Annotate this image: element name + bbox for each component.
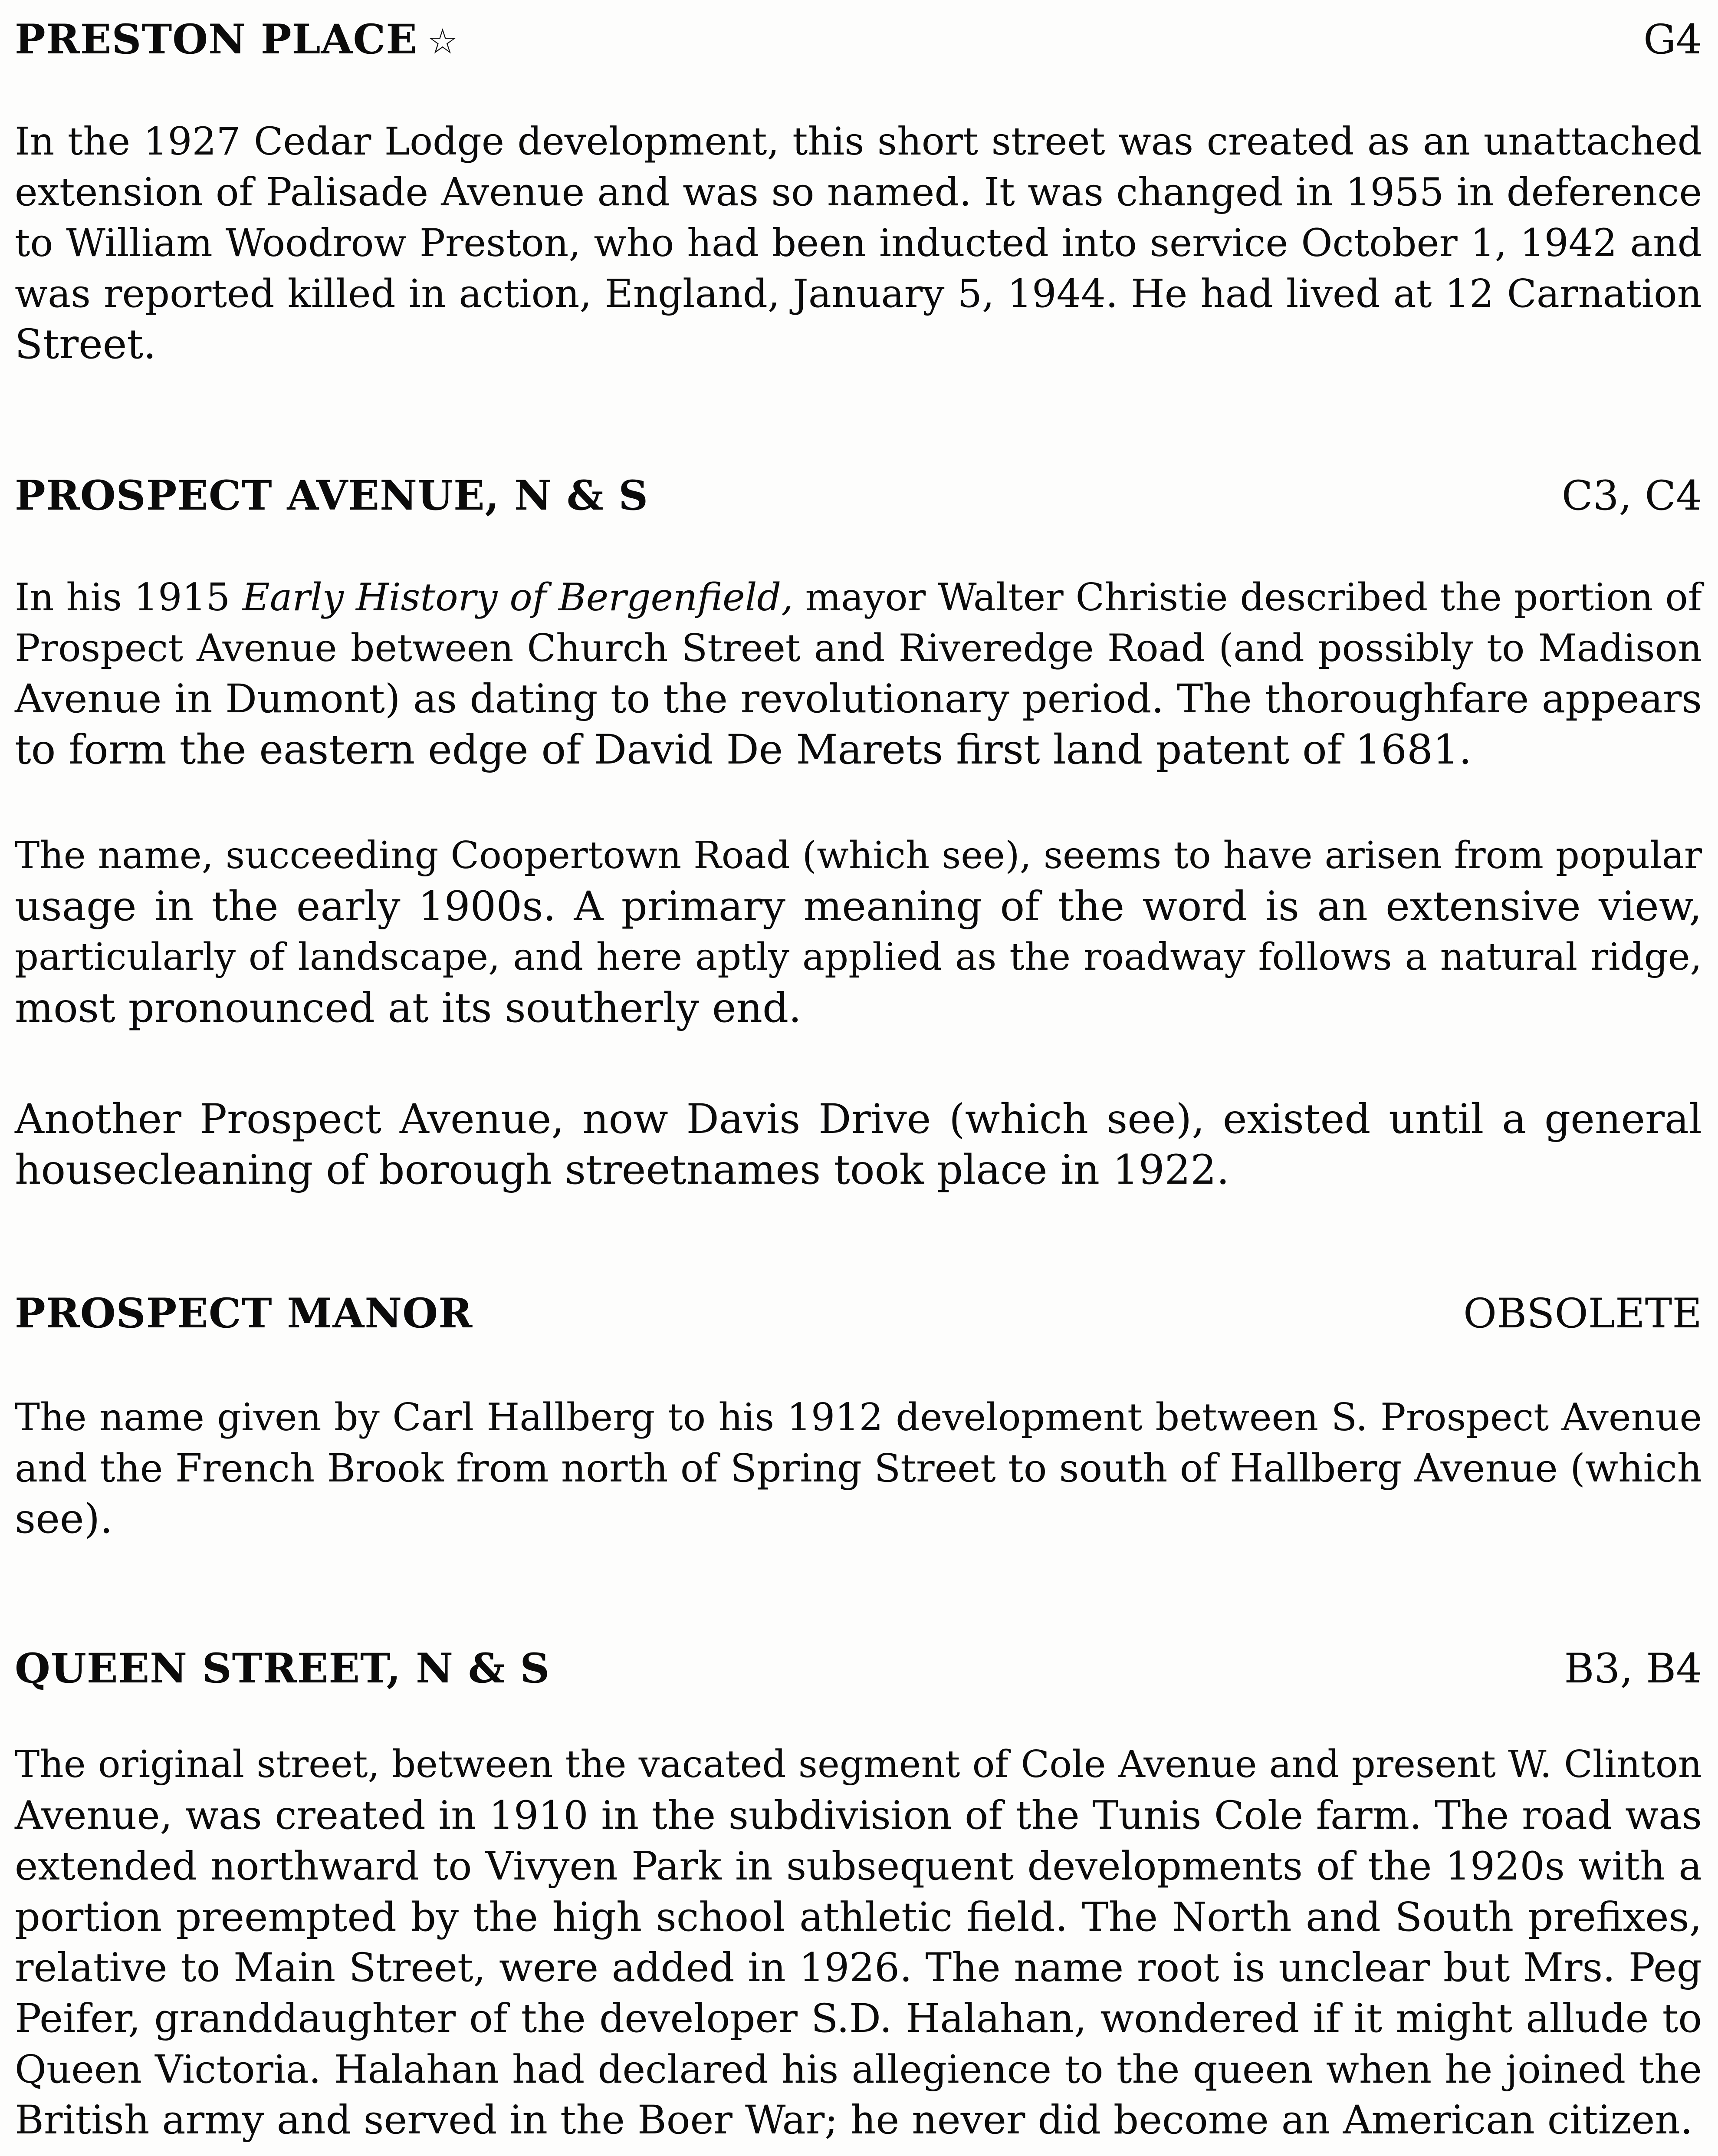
text-line: most pronounced at its southerly end.: [15, 984, 802, 1032]
text-line: The original street, between the vacated segment of Cole Avenue and present W. Clinton: [15, 1743, 1702, 1786]
text-line: and the French Brook from north of Spring Street to south of Hallberg Avenue (which: [15, 1445, 1702, 1491]
text-run: mayor Walter Christie described the portion of: [793, 575, 1702, 619]
book-title: Early History of Bergenfield,: [242, 575, 793, 619]
text-line: Another Prospect Avenue, now Davis Drive (which see), existed until a general: [15, 1096, 1702, 1143]
text-line: Street.: [15, 321, 157, 368]
text-line: Peifer, granddaughter of the developer S.D. Halahan, wondered if it might allude to: [15, 1996, 1702, 2041]
entry-heading-queen-street: [15, 1643, 1702, 1694]
entry-paragraph: [15, 1392, 1702, 1544]
map-reference: G4: [1643, 16, 1702, 63]
text-line: to form the eastern edge of David De Marets first land patent of 1681.: [15, 726, 1472, 774]
text-line: extended northward to Vivyen Park in subsequent developments of the 1920s with a: [15, 1843, 1702, 1889]
map-reference: B3, B4: [1564, 1645, 1702, 1692]
map-reference: OBSOLETE: [1463, 1290, 1702, 1337]
text-line: particularly of landscape, and here aptly applied as the roadway follows a natural ridge,: [15, 935, 1702, 979]
text-run: In his 1915: [15, 575, 243, 619]
text-line: usage in the early 1900s. A primary meaning of the word is an extensive view,: [15, 883, 1702, 930]
text-line: portion preempted by the high school athletic field. The North and South prefixes,: [15, 1894, 1702, 1940]
text-line: was reported killed in action, England, January 5, 1944. He had lived at 12 Carnation: [15, 271, 1702, 316]
text-line: to William Woodrow Preston, who had been inducted into service October 1, 1942 and: [15, 221, 1702, 265]
text-line: Queen Victoria. Halahan had declared his allegience to the queen when he joined the: [15, 2047, 1702, 2092]
entry-title: [15, 14, 459, 67]
entry-paragraph: [15, 830, 1702, 1034]
text-line: Avenue, was created in 1910 in the subdivision of the Tunis Cole farm. The road was: [15, 1793, 1702, 1838]
entry-title: QUEEN STREET, N & S: [15, 1645, 550, 1692]
entry-heading-preston-place: [15, 14, 1702, 65]
text-line: see).: [15, 1495, 113, 1543]
entry-title: PROSPECT AVENUE, N & S: [15, 472, 649, 520]
text-line: housecleaning of borough streetnames took place in 1922.: [15, 1146, 1230, 1194]
entry-title: PROSPECT MANOR: [15, 1290, 473, 1337]
entry-paragraph: [15, 116, 1702, 370]
entry-heading-prospect-avenue: [15, 471, 1702, 521]
entry-paragraph: [15, 1094, 1702, 1195]
text-line: The name given by Carl Hallberg to his 1912 development between S. Prospect Avenue: [15, 1395, 1702, 1439]
text-line: extension of Palisade Avenue and was so named. It was changed in 1955 in deference: [15, 169, 1702, 214]
text-line: Avenue in Dumont) as dating to the revolutionary period. The thoroughfare appears: [15, 676, 1702, 722]
text-line: relative to Main Street, were added in 1926. The name root is unclear but Mrs. Peg: [15, 1945, 1702, 1991]
text-line: British army and served in the Boer War; he never did become an American citizen.: [15, 2097, 1693, 2143]
text-line: In the 1927 Cedar Lodge development, this short street was created as an unattached: [15, 119, 1702, 164]
text-line: [15, 572, 1702, 623]
entry-title-text: PRESTON PLACE: [15, 16, 417, 63]
text-line: The name, succeeding Coopertown Road (which see), seems to have arisen from popular: [15, 834, 1702, 877]
entry-heading-prospect-manor: [15, 1288, 1702, 1339]
map-reference: C3, C4: [1561, 472, 1702, 520]
text-line: Prospect Avenue between Church Street and Riveredge Road (and possibly to Madison: [15, 626, 1702, 670]
entry-paragraph: [15, 572, 1702, 775]
entry-paragraph: [15, 1739, 1702, 2146]
star-outline-icon: ☆: [427, 21, 459, 62]
